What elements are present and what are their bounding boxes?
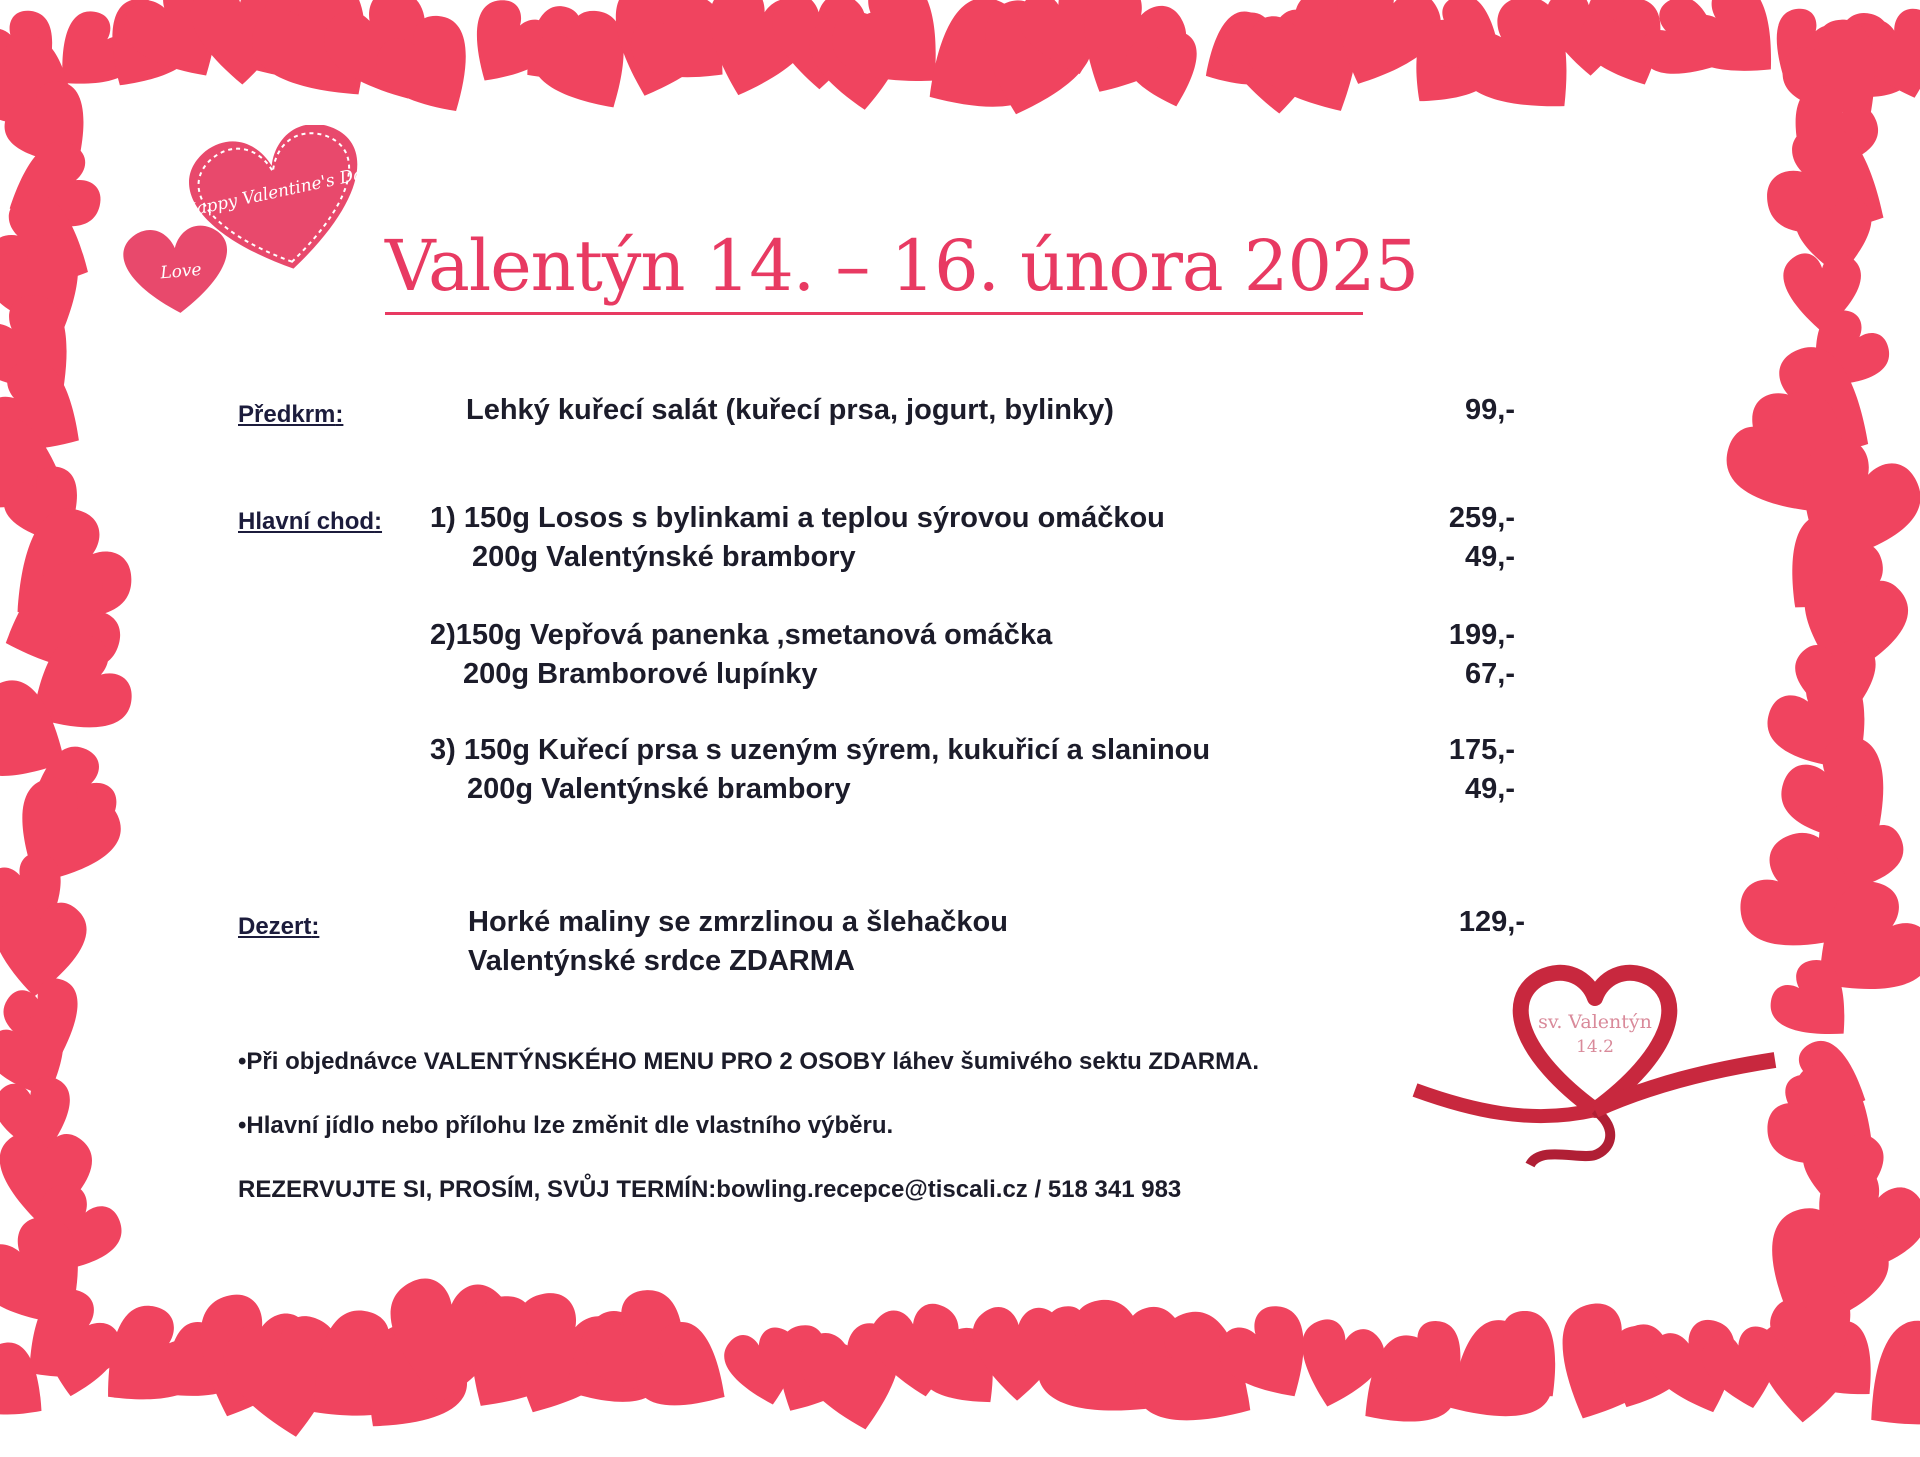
main-price-1: 259,- (1448, 502, 1515, 534)
main-price-2: 199,- (1448, 619, 1515, 651)
main-item-1: 1) 150g Losos s bylinkami a teplou sýrovou omáčkou (430, 502, 1165, 534)
note-change-dish: •Hlavní jídlo nebo přílohu lze změnit dle vlastního výběru. (238, 1112, 894, 1139)
main-side-price-2: 67,- (1465, 658, 1515, 690)
main-item-2: 2)150g Vepřová panenka ,smetanová omáčka (430, 619, 1053, 651)
dessert-item: Horké maliny se zmrzlinou a šlehačkou (468, 906, 1008, 938)
ribbon-text-valentyn: sv. Valentýn (1538, 1011, 1652, 1033)
main-side-2: 200g Bramborové lupínky (463, 658, 818, 690)
note-sparkling-wine: •Při objednávce VALENTÝNSKÉHO MENU PRO 2 OSOBY láhev šumivého sektu ZDARMA. (238, 1048, 1260, 1075)
love-text: Love (159, 259, 203, 284)
main-item-3: 3) 150g Kuřecí prsa s uzeným sýrem, kukuřicí a slaninou (430, 734, 1211, 766)
title-underline (385, 312, 1363, 315)
main-side-price-3: 49,- (1465, 773, 1515, 805)
main-side-price-1: 49,- (1465, 541, 1515, 573)
page-title: Valentýn 14. – 16. února 2025 (385, 225, 1419, 307)
valentine-hearts-decoration (115, 125, 375, 325)
happy-valentines-day-text: Happy Valentine's Day (180, 162, 375, 223)
dessert-price: 129,- (1458, 906, 1525, 938)
main-side-1: 200g Valentýnské brambory (472, 541, 856, 573)
starter-price: 99,- (1465, 394, 1515, 426)
starter-label: Předkrm: (238, 401, 344, 428)
reservation-contact: REZERVUJTE SI, PROSÍM, SVŮJ TERMÍN:bowling.recepce@tiscali.cz / 518 341 983 (238, 1176, 1182, 1203)
ribbon-heart-decoration (1410, 960, 1780, 1170)
dessert-extra: Valentýnské srdce ZDARMA (468, 945, 855, 977)
dessert-label: Dezert: (238, 913, 320, 940)
ribbon-text-date: 14.2 (1576, 1037, 1614, 1057)
main-price-3: 175,- (1448, 734, 1515, 766)
main-side-3: 200g Valentýnské brambory (467, 773, 851, 805)
starter-item: Lehký kuřecí salát (kuřecí prsa, jogurt, bylinky) (466, 394, 1114, 426)
main-course-label: Hlavní chod: (238, 508, 383, 535)
